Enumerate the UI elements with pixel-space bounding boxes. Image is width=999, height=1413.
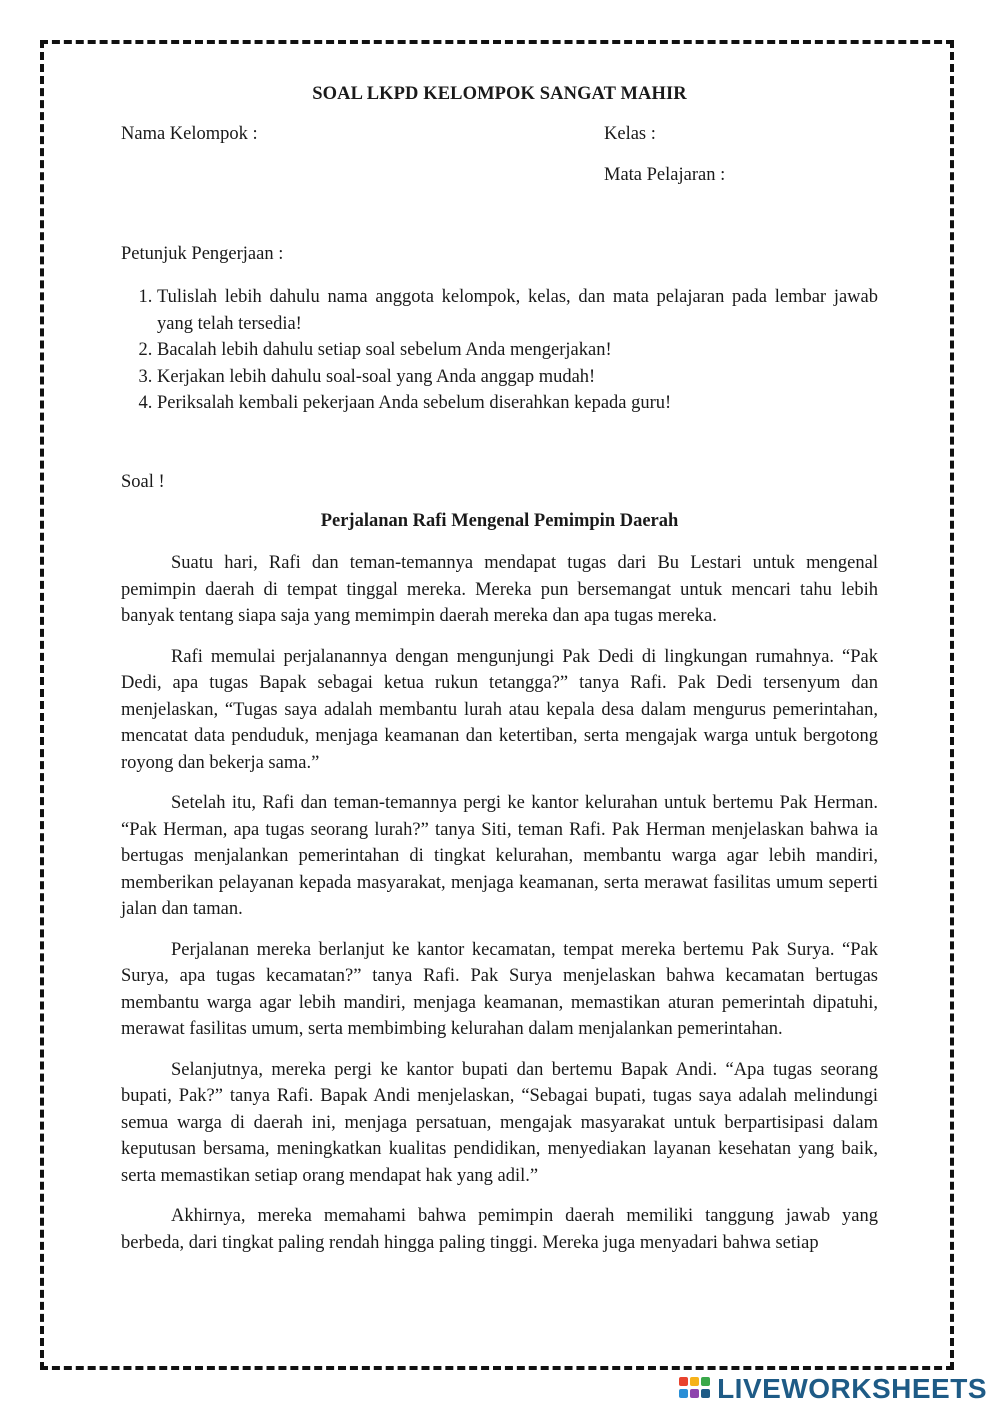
question-label: Soal !: [121, 472, 165, 492]
group-name-label: Nama Kelompok :: [121, 124, 258, 144]
story-paragraph: Setelah itu, Rafi dan teman-temannya pergi ke kantor kelurahan untuk bertemu Pak Herman. “Pak Herman, apa tugas seorang lurah?” tanya Siti, teman Rafi. Pak Herman menjelaskan bahwa ia bertugas menjalankan pemerintahan di tingkat kelurahan, membantu warga agar lebih mandiri, memberikan pelayanan kepada masyarakat, menjaga keamanan, serta merawat fasilitas umum seperti jalan dan taman.: [121, 793, 878, 919]
liveworksheets-logo: [679, 1373, 987, 1405]
instruction-item: 1. Tulislah lebih dahulu nama anggota kelompok, kelas, dan mata pelajaran pada lembar jawab yang telah tersedia!: [157, 284, 878, 337]
story-paragraph: Akhirnya, mereka memahami bahwa pemimpin daerah memiliki tanggung jawab yang berbeda, dari tingkat paling rendah hingga paling tinggi. Mereka juga menyadari bahwa setiap: [121, 1206, 878, 1253]
subject-label: Mata Pelajaran :: [604, 165, 726, 185]
class-label: Kelas :: [604, 124, 656, 144]
instructions-label: Petunjuk Pengerjaan :: [121, 244, 284, 264]
story-title: Perjalanan Rafi Mengenal Pemimpin Daerah: [320, 511, 679, 531]
story-paragraph: Perjalanan mereka berlanjut ke kantor kecamatan, tempat mereka bertemu Pak Surya. “Pak Surya, apa tugas kecamatan?” tanya Rafi. Pak Surya menjelaskan bahwa kecamatan bertugas membantu warga agar lebih mandiri, menjaga keamanan, memastikan aturan pemerintah dipatuhi, merawat fasilitas umum, serta membimbing kelurahan dalam menjalankan pemerintahan.: [121, 939, 878, 1039]
story-body: [121, 550, 878, 1270]
liveworksheets-logo-icon: [679, 1375, 713, 1403]
story-paragraph: Suatu hari, Rafi dan teman-temannya mendapat tugas dari Bu Lestari untuk mengenal pemimpin daerah di tempat tinggal mereka. Mereka pun bersemangat untuk mencari tahu lebih banyak tentang siapa saja yang memimpin daerah mereka dan apa tugas mereka.: [121, 553, 878, 626]
instruction-item: 3. Kerjakan lebih dahulu soal-soal yang Anda anggap mudah!: [157, 364, 878, 391]
instruction-item: 4. Periksalah kembali pekerjaan Anda sebelum diserahkan kepada guru!: [157, 390, 878, 417]
instruction-item: 2. Bacalah lebih dahulu setiap soal sebelum Anda mengerjakan!: [157, 337, 878, 364]
worksheet-title: SOAL LKPD KELOMPOK SANGAT MAHIR: [312, 84, 687, 104]
instructions-list: [121, 284, 878, 417]
story-paragraph: Rafi memulai perjalanannya dengan mengunjungi Pak Dedi di lingkungan rumahnya. “Pak Dedi, apa tugas Bapak sebagai ketua rukun tetangga?” tanya Rafi. Pak Dedi tersenyum dan menjelaskan, “Tugas saya adalah membantu lurah atau kepala desa dalam mengurus pemerintahan, mencatat data penduduk, menjaga keamanan dan ketertiban, serta mengajak warga untuk bergotong royong dan bekerja sama.”: [121, 646, 878, 773]
story-paragraph: Selanjutnya, mereka pergi ke kantor bupati dan bertemu Bapak Andi. “Apa tugas seorang bupati, Pak?” tanya Rafi. Bapak Andi menjelaskan, “Sebagai bupati, tugas saya adalah melindungi semua warga di daerah ini, menjaga persatuan, mengajak masyarakat untuk berpartisipasi dalam keputusan bersama, meningkatkan kualitas pendidikan, menyediakan layanan kesehatan yang baik, serta memastikan setiap orang mendapat hak yang adil.”: [121, 1059, 878, 1186]
liveworksheets-logo-text: LIVEWORKSHEETS: [717, 1373, 987, 1404]
